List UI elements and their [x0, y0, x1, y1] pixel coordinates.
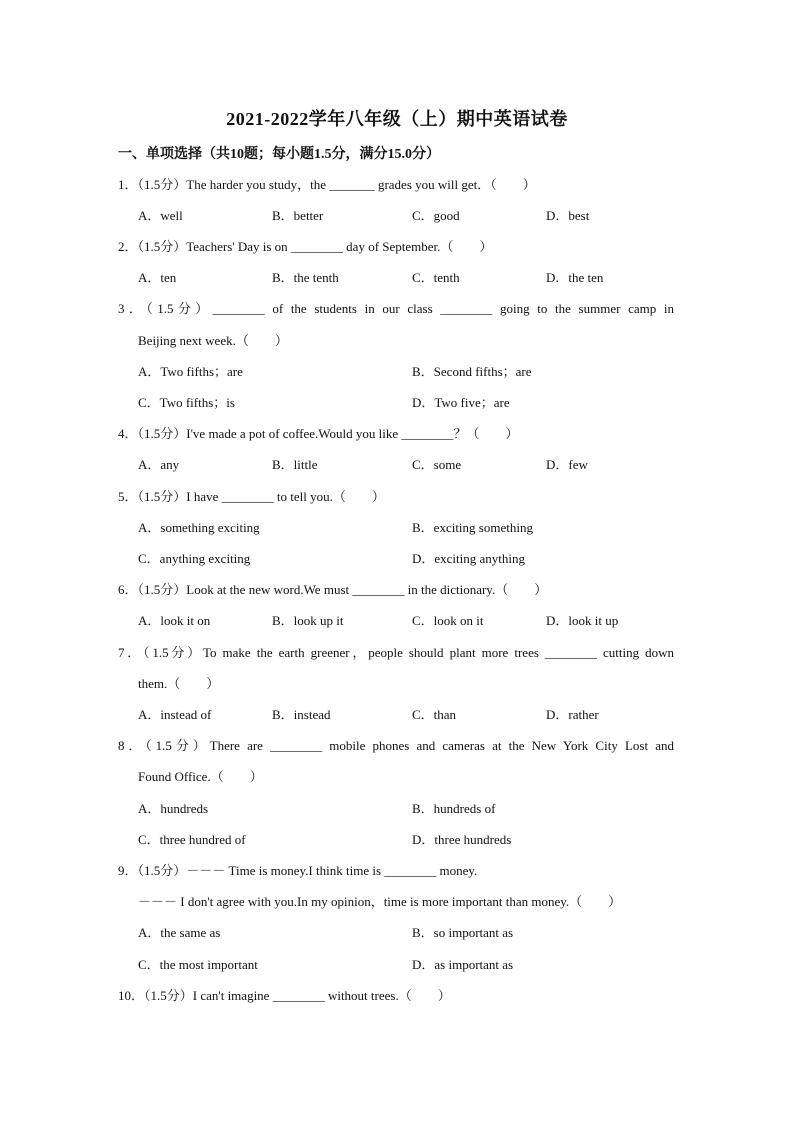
- question-8-stem: 8．（1.5分）There are ________ mobile phones and cameras at the New York City Lost and: [118, 738, 674, 753]
- question-5-option-c[interactable]: C．anything exciting: [138, 551, 251, 566]
- question-4-option-d[interactable]: D．few: [546, 457, 588, 472]
- question-3-stem-continued: Beijing next week.（ ）: [138, 333, 288, 348]
- question-9-option-a[interactable]: A．the same as: [138, 925, 221, 940]
- question-7-stem-continued: them.（ ）: [138, 676, 220, 691]
- question-6-option-b[interactable]: B．look up it: [272, 613, 344, 628]
- question-3-option-d[interactable]: D．Two five；are: [412, 395, 510, 410]
- question-1-option-d[interactable]: D．best: [546, 208, 590, 223]
- question-2-option-c[interactable]: C．tenth: [412, 270, 460, 285]
- question-4-option-a[interactable]: A．any: [138, 457, 180, 472]
- question-9-option-d[interactable]: D．as important as: [412, 957, 514, 972]
- question-9-option-c[interactable]: C．the most important: [138, 957, 258, 972]
- question-6-option-a[interactable]: A．look it on: [138, 613, 211, 628]
- question-8-option-d[interactable]: D．three hundreds: [412, 832, 512, 847]
- question-2-option-b[interactable]: B．the tenth: [272, 270, 339, 285]
- question-3-option-a[interactable]: A．Two fifths；are: [138, 364, 243, 379]
- question-9-stem-continued: －－－ I don't agree with you.In my opinion，time is more important than money.（ ）: [138, 894, 622, 909]
- question-4-option-b[interactable]: B．little: [272, 457, 318, 472]
- question-5-option-d[interactable]: D．exciting anything: [412, 551, 526, 566]
- question-8-option-b[interactable]: B．hundreds of: [412, 801, 496, 816]
- question-7-option-c[interactable]: C．than: [412, 707, 457, 722]
- question-3-option-b[interactable]: B．Second fifths；are: [412, 364, 532, 379]
- question-10-stem: 10．（1.5分）I can't imagine ________ without trees.（ ）: [118, 988, 451, 1003]
- section-heading: 一、单项选择（共10题；每小题1.5分，满分15.0分）: [118, 147, 440, 162]
- question-1-option-c[interactable]: C．good: [412, 208, 460, 223]
- question-1-option-b[interactable]: B．better: [272, 208, 324, 223]
- question-5-option-a[interactable]: A．something exciting: [138, 520, 260, 535]
- question-6-option-c[interactable]: C．look on it: [412, 613, 484, 628]
- question-6-option-d[interactable]: D．look it up: [546, 613, 619, 628]
- question-1-option-a[interactable]: A．well: [138, 208, 183, 223]
- question-5-stem: 5．（1.5分）I have ________ to tell you.（ ）: [118, 489, 385, 504]
- question-2-option-a[interactable]: A．ten: [138, 270, 177, 285]
- question-8-stem-continued: Found Office.（ ）: [138, 769, 263, 784]
- question-9-option-b[interactable]: B．so important as: [412, 925, 514, 940]
- question-9-stem: 9．（1.5分）－－－ Time is money.I think time is ________ money.: [118, 863, 478, 878]
- exam-title: 2021-2022学年八年级（上）期中英语试卷: [226, 109, 568, 129]
- question-2-option-d[interactable]: D．the ten: [546, 270, 604, 285]
- question-7-option-b[interactable]: B．instead: [272, 707, 331, 722]
- question-1-stem: 1．（1.5分）The harder you study，the _______ grades you will get．（ ）: [118, 177, 536, 192]
- question-8-option-c[interactable]: C．three hundred of: [138, 832, 246, 847]
- question-6-stem: 6．（1.5分）Look at the new word.We must ________ in the dictionary.（ ）: [118, 582, 548, 597]
- question-4-stem: 4．（1.5分）I've made a pot of coffee.Would you like ________？（ ）: [118, 426, 519, 441]
- question-3-stem: 3．（1.5分）________ of the students in our class ________ going to the summer camp in: [118, 301, 674, 316]
- question-7-option-a[interactable]: A．instead of: [138, 707, 212, 722]
- question-7-stem: 7．（1.5分）To make the earth greener，people should plant more trees ________ cutting down: [118, 645, 674, 660]
- question-7-option-d[interactable]: D．rather: [546, 707, 599, 722]
- question-8-option-a[interactable]: A．hundreds: [138, 801, 209, 816]
- question-4-option-c[interactable]: C．some: [412, 457, 462, 472]
- question-2-stem: 2．（1.5分）Teachers' Day is on ________ day of September.（ ）: [118, 239, 493, 254]
- question-3-option-c[interactable]: C．Two fifths；is: [138, 395, 235, 410]
- question-5-option-b[interactable]: B．exciting something: [412, 520, 533, 535]
